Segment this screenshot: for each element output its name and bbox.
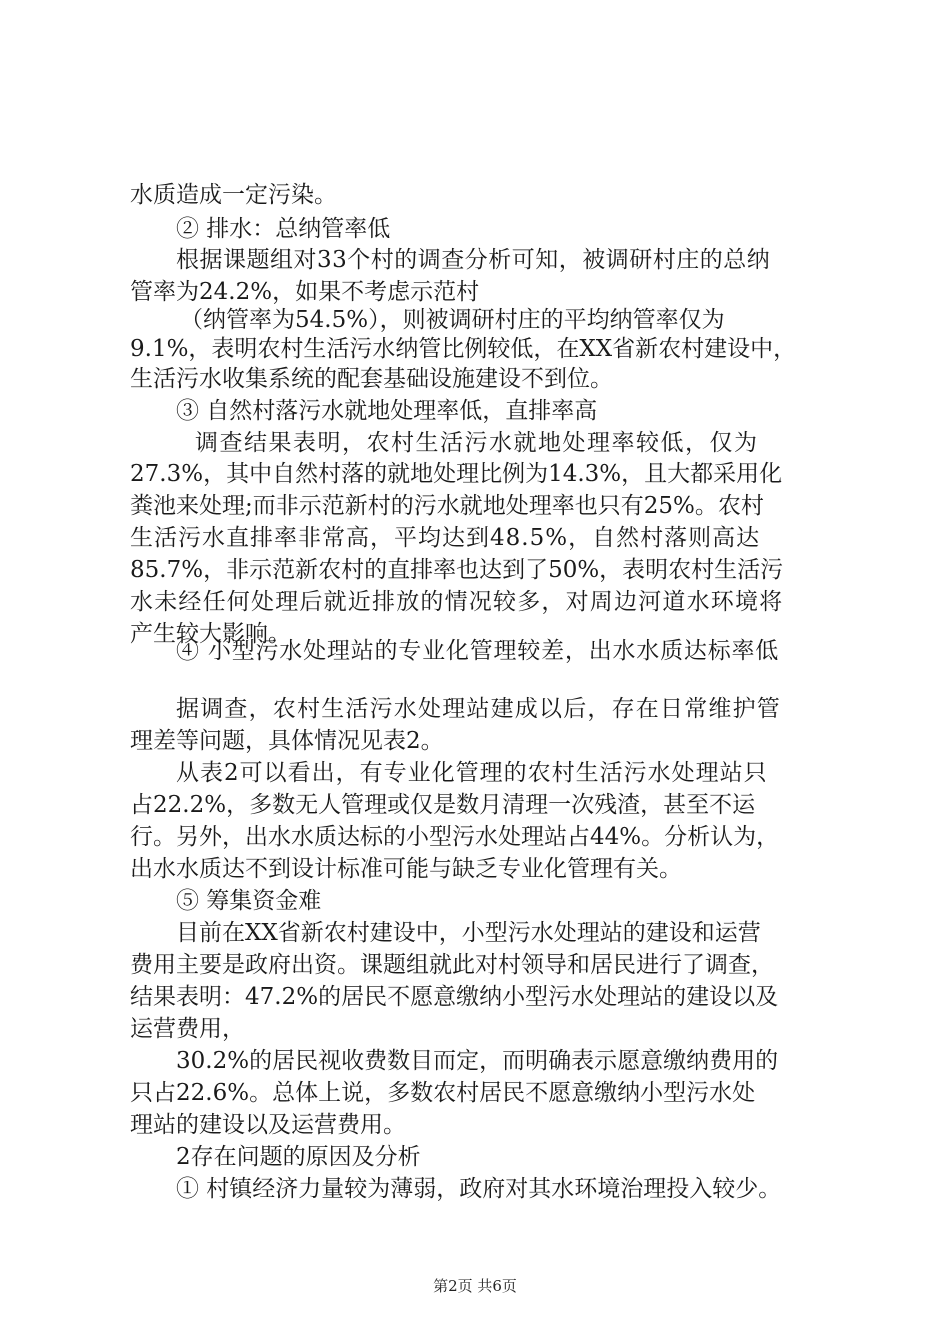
- text-line: 目前在XX省新农村建设中，小型污水处理站的建设和运营: [176, 920, 761, 946]
- text-line: 结果表明：47.2%的居民不愿意缴纳小型污水处理站的建设以及: [130, 984, 779, 1010]
- text-line: 占22.2%，多数无人管理或仅是数月清理一次残渣，甚至不运: [130, 792, 756, 818]
- section-heading: ⑤ 筹集资金难: [176, 888, 322, 914]
- section-heading: ② 排水：总纳管率低: [176, 216, 391, 242]
- text-line: 水质造成一定污染。: [130, 182, 337, 208]
- text-line: 水未经任何处理后就近排放的情况较多，对周边河道水环境将: [130, 589, 784, 615]
- text-line: 根据课题组对33个村的调查分析可知，被调研村庄的总纳: [176, 247, 771, 273]
- page-footer: 第2页 共6页: [433, 1277, 517, 1295]
- text-line: 产生较大影响。: [130, 621, 291, 647]
- text-line: 管率为24.2%，如果不考虑示范村: [130, 279, 480, 305]
- text-line: 生活污水收集系统的配套基础设施建设不到位。: [130, 366, 613, 392]
- text-line: 据调查，农村生活污水处理站建成以后，存在日常维护管: [176, 696, 781, 722]
- text-line: 只占22.6%。总体上说，多数农村居民不愿意缴纳小型污水处: [130, 1080, 756, 1106]
- text-line: 出水水质达不到设计标准可能与缺乏专业化管理有关。: [130, 856, 682, 882]
- section-heading: 2存在问题的原因及分析: [176, 1144, 421, 1170]
- section-heading: ④ 小型污水处理站的专业化管理较差，出水水质达标率低: [176, 638, 780, 664]
- text-line: 理站的建设以及运营费用。: [130, 1112, 406, 1138]
- text-line: 27.3%，其中自然村落的就地处理比例为14.3%，且大都采用化: [130, 461, 783, 487]
- section-heading: ③ 自然村落污水就地处理率低，直排率高: [176, 398, 598, 424]
- text-line: 从表2可以看出，有专业化管理的农村生活污水处理站只: [176, 760, 768, 786]
- text-line: 费用主要是政府出资。课题组就此对村领导和居民进行了调查，: [130, 952, 774, 978]
- text-line: 85.7%，非示范新农村的直排率也达到了50%，表明农村生活污: [130, 557, 784, 583]
- text-line: 30.2%的居民视收费数目而定，而明确表示愿意缴纳费用的: [176, 1048, 779, 1074]
- text-line: 行。另外，出水水质达标的小型污水处理站占44%。分析认为，: [130, 824, 780, 850]
- text-line: 运营费用，: [130, 1016, 245, 1042]
- text-line: 理差等问题，具体情况见表2。: [130, 728, 444, 754]
- text-line: 调查结果表明，农村生活污水就地处理率较低，仅为: [195, 430, 759, 456]
- text-line: （纳管率为54.5%），则被调研村庄的平均纳管率仅为: [180, 307, 725, 333]
- section-heading: ① 村镇经济力量较为薄弱，政府对其水环境治理投入较少。: [176, 1176, 782, 1202]
- text-line: 生活污水直排率非常高，平均达到48.5%，自然村落则高达: [130, 525, 761, 551]
- text-line: 粪池来处理;而非示范新村的污水就地处理率也只有25%。农村: [130, 493, 764, 519]
- text-line: 9.1%，表明农村生活污水纳管比例较低，在XX省新农村建设中，: [130, 336, 797, 362]
